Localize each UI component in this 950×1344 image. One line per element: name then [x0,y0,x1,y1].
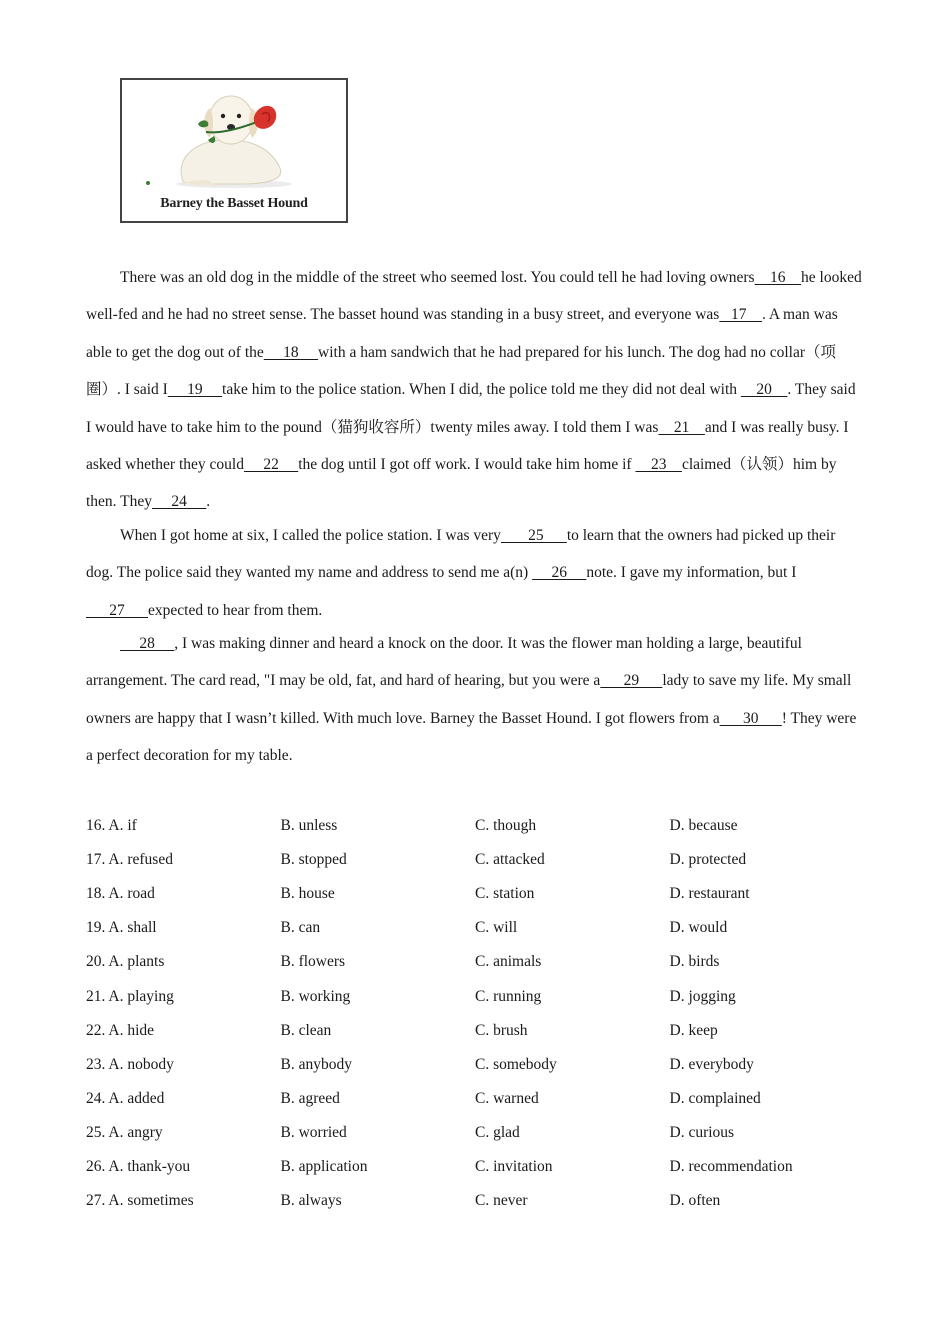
blank-17: 17 [719,306,762,324]
option-d: D. complained [669,1089,761,1107]
blank-29: 29 [600,672,663,690]
option-a: 23. A. nobody [86,1055,174,1073]
passage-paragraph [86,625,864,775]
blank-18: 18 [263,343,319,361]
option-b: B. application [280,1157,368,1175]
blank-22: 22 [243,456,299,474]
passage-text: the dog until I got off work. I would take him home if [298,456,636,474]
option-b: B. house [280,885,335,903]
question-row [86,911,886,945]
option-a: 24. A. added [86,1089,165,1107]
option-a: 19. A. shall [86,919,157,937]
option-b: B. always [280,1192,342,1210]
option-d: D. would [669,919,728,937]
passage-text: take him to the police station. When I did, the police told me they did not deal with [222,381,741,399]
question-row [86,945,886,979]
option-b: B. worried [280,1123,347,1141]
passage-text: . They said I would have to take him to the pound（猫狗收容所）twenty miles away. I told them I was [86,381,856,436]
figure-caption: Barney the Basset Hound [160,196,308,211]
question-row [86,979,886,1013]
option-c: C. station [475,885,535,903]
option-d: D. protected [669,851,747,869]
option-a: 25. A. angry [86,1123,163,1141]
option-b: B. unless [280,817,338,835]
passage-text: lady to save my life. My small owners are happy that I wasn’t killed. With much love. Barney the Basset Hound. I got flowers from a [86,672,852,727]
dog-photo-frame [120,78,348,223]
option-b: B. can [280,919,321,937]
passage-text: he looked well-fed and he had no street sense. The basset hound was standing in a busy street, and everyone was [86,269,862,324]
passage-text: There was an old dog in the middle of the street who seemed lost. You could tell he had loving owners [120,269,755,286]
option-a: 22. A. hide [86,1021,155,1039]
question-row [86,1150,886,1184]
option-a: 18. A. road [86,885,155,903]
option-a: 27. A. sometimes [86,1192,194,1210]
option-b: B. anybody [280,1055,352,1073]
question-row [86,1082,886,1116]
passage-text: , I was making dinner and heard a knock on the door. It was the flower man holding a large, beautiful arrangement. The card read, "I may be old, fat, and hard of hearing, but you were a [86,635,802,690]
passage-text: and I was really busy. I asked whether they could [86,418,849,474]
blank-16: 16 [754,269,802,286]
option-d: D. everybody [669,1055,754,1073]
option-c: C. invitation [475,1157,553,1175]
option-c: C. never [475,1192,528,1210]
passage-text: . A man was able to get the dog out of the [86,306,838,361]
blank-28: 28 [120,635,175,653]
question-row [86,1116,886,1150]
option-a: 26. A. thank-you [86,1157,191,1175]
blank-30: 30 [719,709,782,727]
passage-text: with a ham sandwich that he had prepared for his lunch. The dog had no collar（项圈）. I said I [86,343,836,399]
blank-26: 26 [532,564,587,582]
option-c: C. brush [475,1021,528,1039]
blank-24: 24 [152,493,207,511]
blank-21: 21 [658,418,705,436]
option-d: D. often [669,1192,721,1210]
option-c: C. running [475,987,542,1005]
option-b: B. working [280,987,351,1005]
passage-text: When I got home at six, I called the police station. I was very [120,526,501,544]
passage-text: ! They were a perfect decoration for my table. [86,709,857,765]
option-a: 17. A. refused [86,851,173,869]
option-c: C. animals [475,953,542,971]
blank-23: 23 [635,456,682,474]
option-c: C. somebody [475,1055,557,1073]
question-row [86,843,886,877]
option-b: B. stopped [280,851,347,869]
option-c: C. will [475,919,518,937]
option-a: 16. A. if [86,817,137,835]
option-c: C. though [475,817,537,835]
passage-paragraph [86,259,864,521]
passage-text: note. I gave my information, but I [586,564,797,582]
option-d: D. because [669,817,738,835]
blank-20: 20 [740,381,788,399]
option-b: B. clean [280,1021,332,1039]
question-row [86,1014,886,1048]
blank-27: 27 [86,601,148,619]
option-c: C. warned [475,1089,539,1107]
passage-text: . [206,493,211,511]
cloze-passage [86,259,864,775]
passage-paragraph [86,517,864,629]
option-b: B. agreed [280,1089,340,1107]
question-row [86,1184,886,1218]
option-a: 21. A. playing [86,987,174,1005]
option-d: D. recommendation [669,1157,793,1175]
question-row [86,1048,886,1082]
option-d: D. birds [669,953,720,971]
answer-options [86,809,886,1218]
option-d: D. jogging [669,987,736,1005]
question-row [86,877,886,911]
passage-text: to learn that the owners had picked up their dog. The police said they wanted my name and address to send me a(n) [86,526,836,582]
passage-text: claimed（认领）him by then. They [86,456,837,511]
blank-25: 25 [500,526,567,544]
option-d: D. keep [669,1021,718,1039]
option-d: D. curious [669,1123,735,1141]
option-c: C. attacked [475,851,545,869]
option-b: B. flowers [280,953,346,971]
option-d: D. restaurant [669,885,750,903]
option-c: C. glad [475,1123,520,1141]
question-row [86,809,886,843]
blank-19: 19 [167,381,223,399]
passage-text: expected to hear from them. [148,601,323,619]
option-a: 20. A. plants [86,953,165,971]
